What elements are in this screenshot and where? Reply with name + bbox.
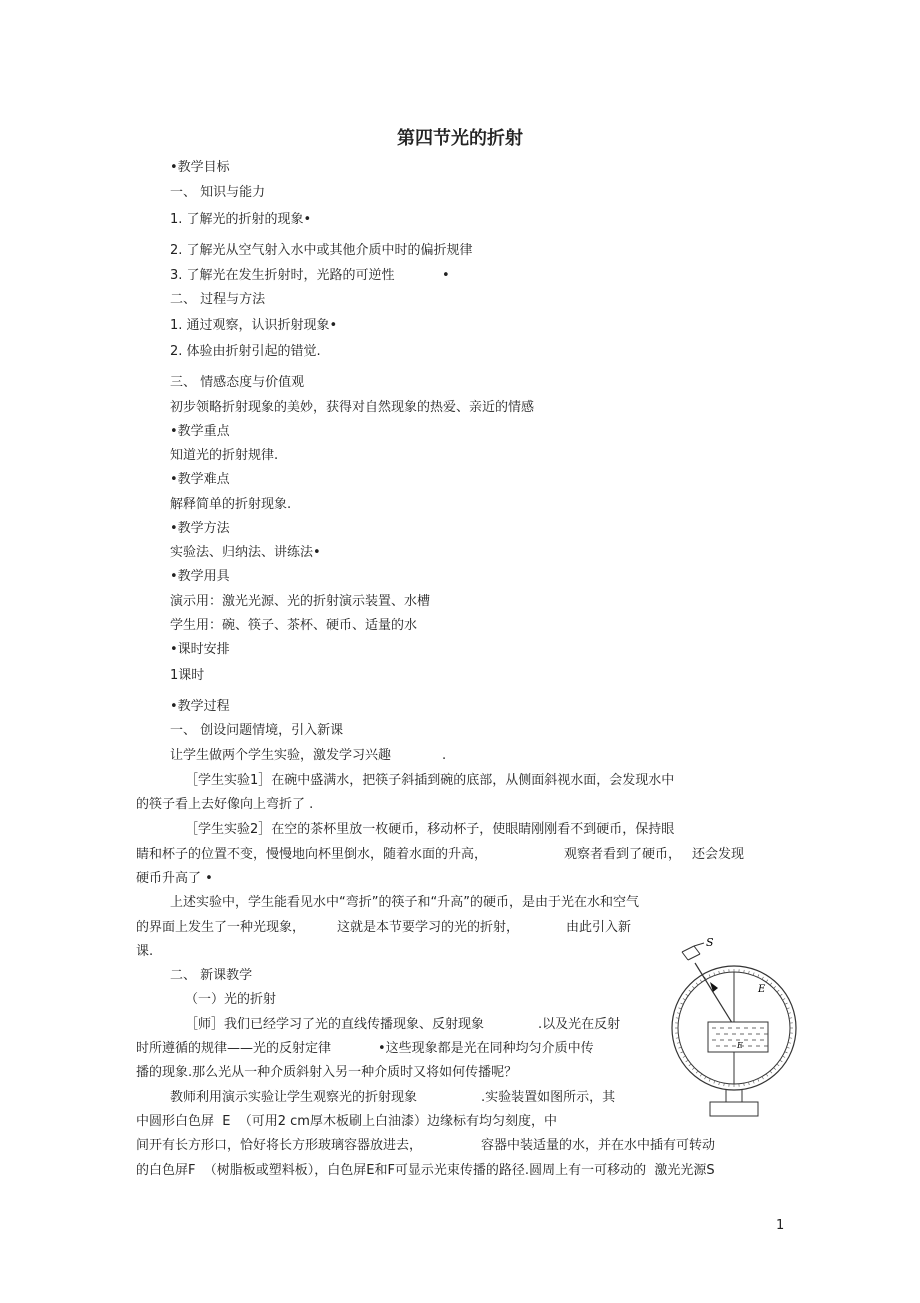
text-line: 学生用：碗、筷子、茶杯、硬币、适量的水 (170, 618, 418, 633)
text-line: 时所遵循的规律——光的反射定律 (136, 1041, 332, 1056)
text-line: •教学用具 (170, 569, 230, 584)
text-line: 演示用：激光光源、光的折射演示装置、水槽 (170, 594, 431, 609)
scale-tick (683, 999, 686, 1001)
scale-tick (676, 1038, 679, 1039)
scale-tick (700, 1074, 702, 1076)
scale-tick (770, 1071, 772, 1073)
text-line: 1. 通过观察，认识折射现象• (170, 318, 338, 333)
text-line: 3. 了解光在发生折射时，光路的可逆性 (170, 268, 395, 283)
text-line: 初步领略折射现象的美妙，获得对自然现象的热爱、亲近的情感 (170, 400, 535, 415)
text-line: . (442, 748, 447, 763)
text-line: • (442, 268, 450, 283)
scale-tick (762, 977, 764, 980)
scale-tick (683, 1056, 686, 1058)
text-line: 间开有长方形口，恰好将长方形玻璃容器放进去， (136, 1138, 423, 1153)
scale-tick (677, 1013, 680, 1014)
scale-tick (689, 990, 691, 992)
text-line: 2. 了解光从空气射入水中或其他介质中时的偏折规律 (170, 243, 473, 258)
text-line: .实验装置如图所示，其 (481, 1090, 616, 1105)
scale-tick (748, 1082, 749, 1085)
scale-tick (766, 980, 768, 982)
scale-tick (689, 1064, 691, 1066)
ray-arrow (710, 982, 718, 992)
text-line: 硬币升高了 • (136, 871, 213, 886)
text-line: 播的现象.那么光从一种介质斜射入另一种介质时又将如何传播呢？ (136, 1065, 518, 1080)
text-line: 由此引入新 (566, 920, 632, 935)
scale-tick (696, 983, 698, 985)
scale-tick (679, 1008, 682, 1009)
scale-tick (681, 1003, 684, 1004)
refraction-apparatus-figure (660, 938, 810, 1123)
text-line: 中圆形白色屏 E （可用2 cm厚木板刷上白油漆）边缘标有均匀刻度，中 (136, 1114, 557, 1129)
scale-tick (753, 973, 754, 976)
scale-tick (677, 1042, 680, 1043)
scale-tick (789, 1038, 792, 1039)
text-line: 的白色屏F （树脂板或塑料板），白色屏E和F可显示光束传播的路径.圆周上有一可移动的 激光光源S (136, 1163, 715, 1178)
page-title: 第四节光的折射 (397, 128, 523, 149)
text-line: ［学生实验2］在空的茶杯里放一枚硬币，移动杯子，使眼睛刚刚看不到硬币，保持眼 (185, 822, 675, 837)
text-line: ［学生实验1］在碗中盛满水，把筷子斜插到碗的底部，从侧面斜视水面，会发现水中 (185, 773, 675, 788)
text-line: •这些现象都是光在同种均匀介质中传 (378, 1041, 594, 1056)
text-line: 一、 知识与能力 (170, 185, 266, 200)
scale-tick (758, 1079, 759, 1082)
scale-tick (709, 975, 710, 978)
scale-tick (744, 970, 745, 973)
text-line: 让学生做两个学生实验，激发学习兴趣 (170, 748, 392, 763)
text-line: 1. 了解光的折射的现象• (170, 212, 312, 227)
text-line: 三、 情感态度与价值观 (170, 375, 305, 390)
scale-tick (787, 1047, 790, 1048)
text-line: 观察者看到了硬币， (564, 847, 682, 862)
scale-tick (780, 994, 782, 996)
text-line: 2. 体验由折射引起的错觉. (170, 344, 321, 359)
text-line: 的筷子看上去好像向上弯折了 . (136, 797, 314, 812)
text-line: 容器中装适量的水，并在水中插有可转动 (481, 1138, 716, 1153)
scale-tick (686, 994, 688, 996)
scale-tick (679, 1047, 682, 1048)
scale-tick (770, 983, 772, 985)
scale-tick (714, 1081, 715, 1084)
scale-tick (777, 1064, 779, 1066)
scale-tick (782, 1056, 785, 1058)
scale-tick (692, 986, 694, 988)
text-line: 解释简单的折射现象. (170, 497, 292, 512)
text-line: 实验法、归纳法、讲练法• (170, 545, 321, 560)
label-e-upper: E (758, 984, 766, 995)
scale-tick (696, 1071, 698, 1073)
label-s: S (706, 938, 714, 949)
scale-tick (686, 1060, 688, 1062)
stand (710, 1090, 758, 1116)
text-line: 课. (136, 944, 154, 959)
scale-tick (774, 1068, 776, 1070)
text-line: 这就是本节要学习的光的折射， (337, 920, 520, 935)
text-line: •教学过程 (170, 699, 230, 714)
scale-tick (676, 1018, 679, 1019)
text-line: 二、 过程与方法 (170, 292, 266, 307)
text-line: 1课时 (170, 668, 205, 683)
text-line: ［师］我们已经学习了光的直线传播现象、反射现象 (185, 1017, 485, 1032)
text-line: 二、 新课教学 (170, 968, 253, 983)
scale-tick (758, 975, 759, 978)
scale-tick (748, 971, 749, 974)
scale-tick (714, 973, 715, 976)
scale-tick (785, 1003, 788, 1004)
scale-tick (785, 1052, 788, 1053)
scale-tick (789, 1018, 792, 1019)
laser-source (682, 943, 704, 960)
scale-tick (681, 1052, 684, 1053)
scale-tick (782, 999, 785, 1001)
text-line: •教学重点 (170, 424, 230, 439)
text-line: （一）光的折射 (185, 992, 277, 1007)
text-line: •教学目标 (170, 160, 230, 175)
scale-tick (753, 1081, 754, 1084)
text-line: 知道光的折射规律. (170, 448, 279, 463)
text-line: .以及光在反射 (538, 1017, 621, 1032)
text-line: 的界面上发生了一种光现象， (136, 920, 306, 935)
text-line: •课时安排 (170, 642, 230, 657)
text-line: 上述实验中，学生能看见水中“弯折”的筷子和“升高”的硬币，是由于光在水和空气 (170, 895, 639, 910)
scale-tick (700, 980, 702, 982)
scale-tick (692, 1068, 694, 1070)
scale-tick (762, 1076, 764, 1079)
scale-tick (774, 986, 776, 988)
scale-tick (709, 1079, 710, 1082)
scale-tick (719, 1082, 720, 1085)
scale-tick (788, 1013, 791, 1014)
label-e-lower: E (737, 1041, 743, 1050)
page-number: 1 (776, 1218, 785, 1233)
text-line: 睛和杯子的位置不变，慢慢地向杯里倒水，随着水面的升高， (136, 847, 488, 862)
scale-tick (780, 1060, 782, 1062)
text-line: 教师利用演示实验让学生观察光的折射现象 (170, 1090, 418, 1105)
text-line: 一、 创设问题情境，引入新课 (170, 723, 344, 738)
scale-tick (724, 970, 725, 973)
scale-tick (719, 971, 720, 974)
scale-tick (705, 1076, 707, 1079)
scale-tick (744, 1083, 745, 1086)
scale-tick (766, 1074, 768, 1076)
scale-tick (788, 1042, 791, 1043)
scale-tick (777, 990, 779, 992)
text-line: •教学难点 (170, 472, 230, 487)
text-line: 还会发现 (692, 847, 745, 862)
text-line: •教学方法 (170, 521, 230, 536)
scale-tick (724, 1083, 725, 1086)
scale-tick (787, 1008, 790, 1009)
